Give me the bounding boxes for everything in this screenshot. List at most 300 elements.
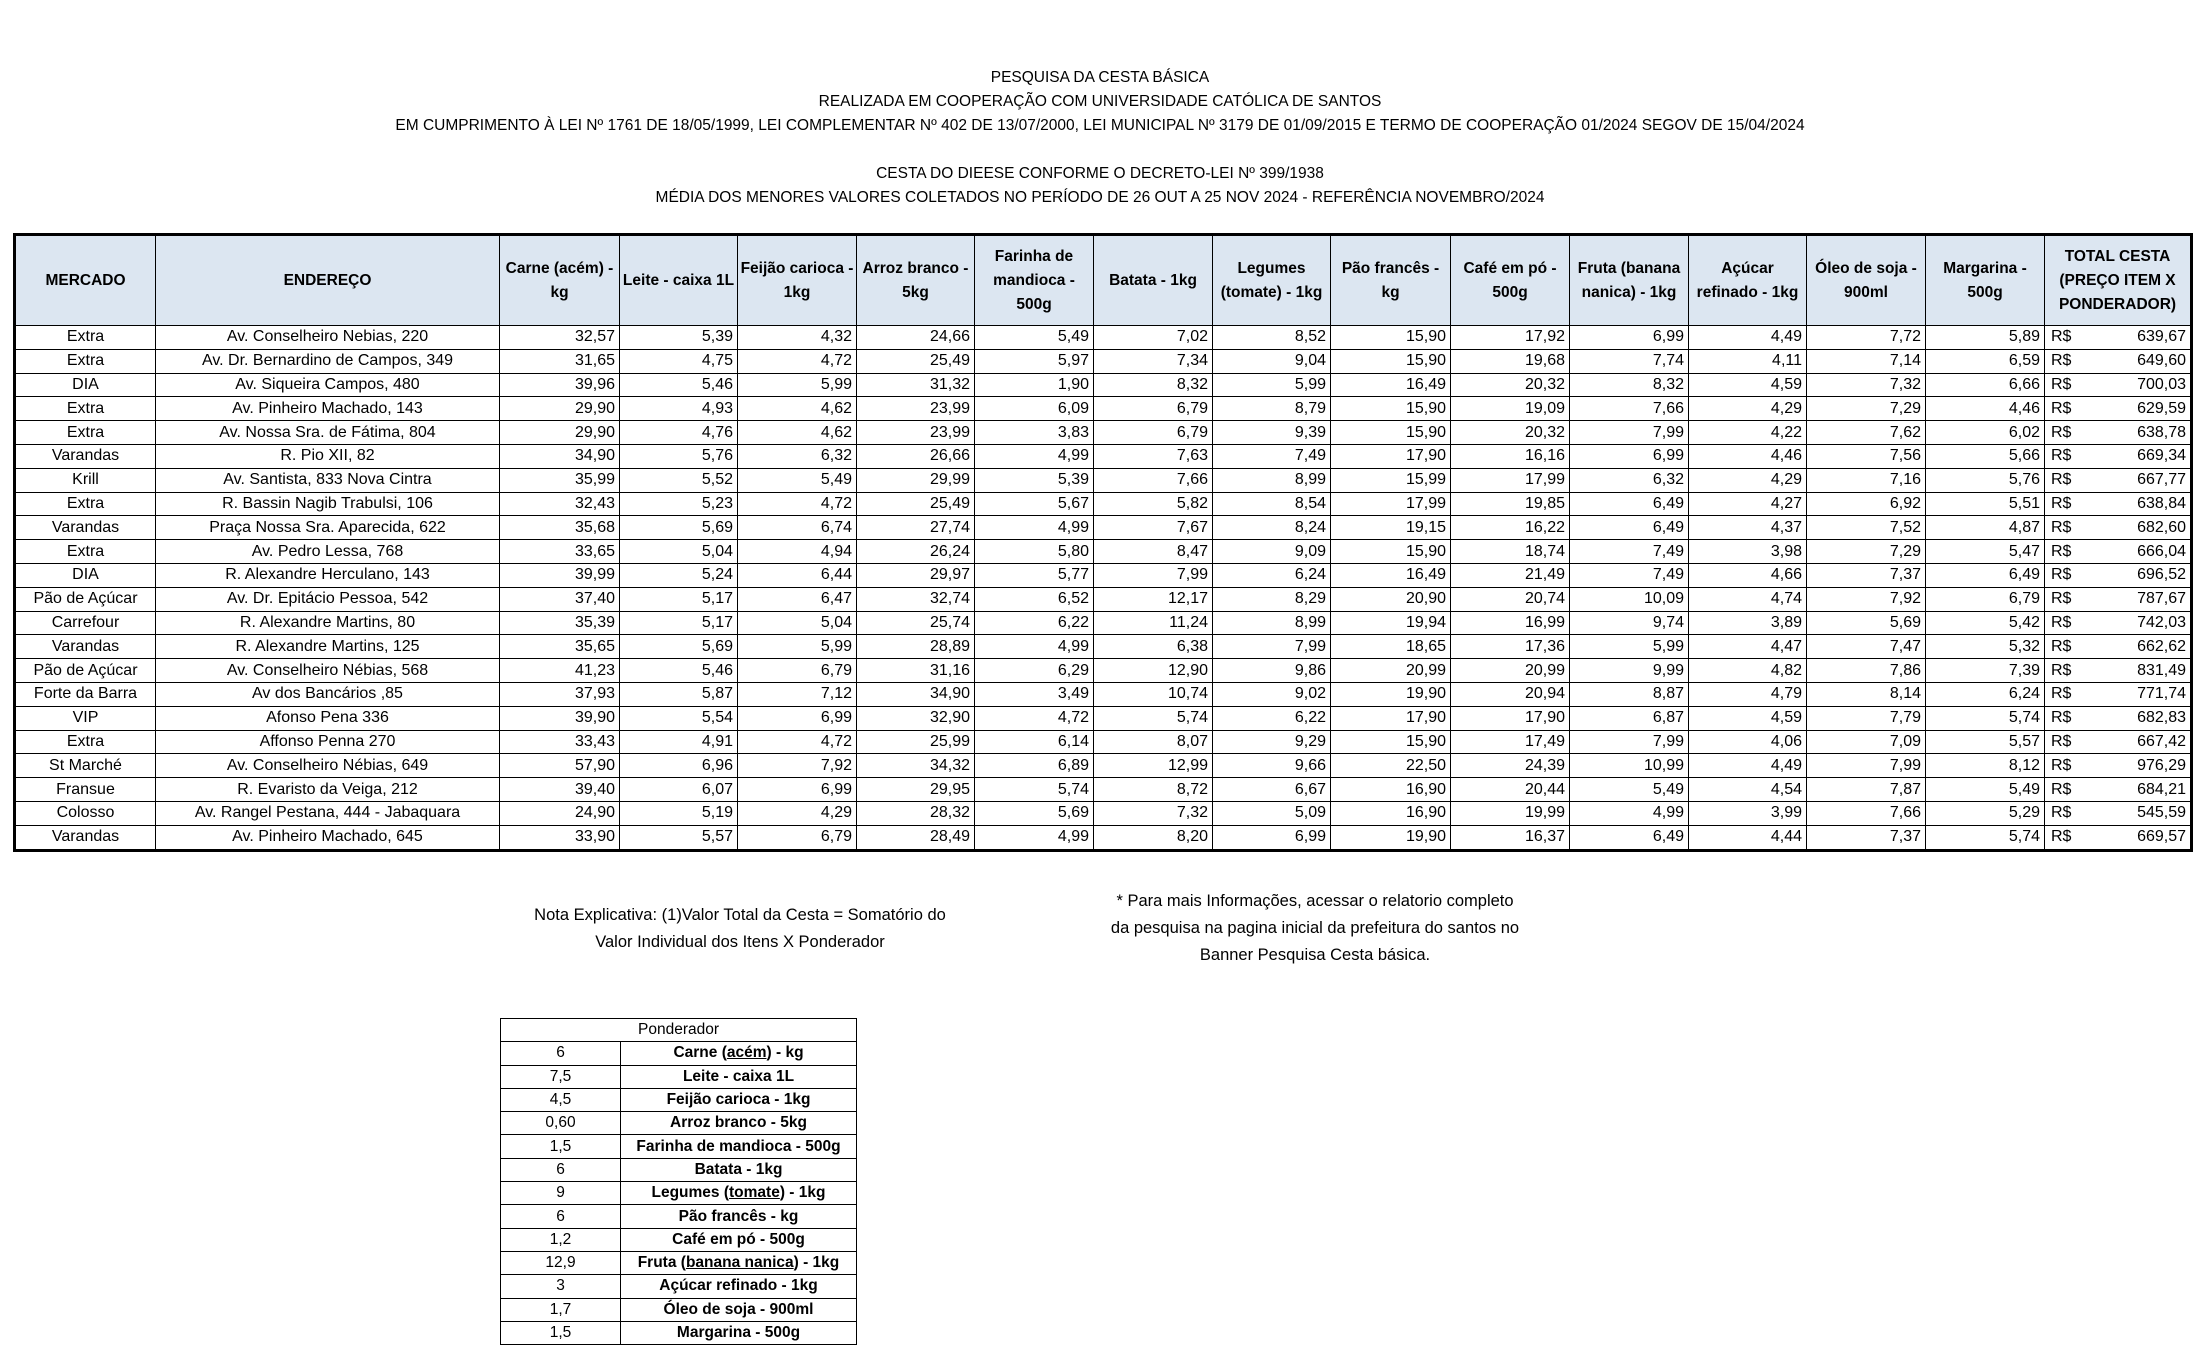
weighting-item: [621, 1182, 857, 1205]
cell-price-feijao: 4,62: [738, 421, 857, 445]
more-info-line: Banner Pesquisa Cesta básica.: [1199, 946, 1431, 964]
weighting-item: [621, 1275, 857, 1298]
cell-price-cafe: 16,99: [1451, 611, 1570, 635]
weighting-item: [621, 1065, 857, 1088]
cell-price-carne: 33,65: [500, 540, 620, 564]
weighting-title: Ponderador: [501, 1019, 857, 1042]
cell-price-legumes: 9,02: [1213, 682, 1331, 706]
col-header-pao: Pão francês - kg: [1331, 235, 1451, 326]
cell-price-leite: 5,17: [620, 587, 738, 611]
cell-price-cafe: 20,94: [1451, 682, 1570, 706]
cell-price-acucar: 4,49: [1689, 754, 1807, 778]
cell-price-acucar: 4,29: [1689, 468, 1807, 492]
weighting-value: 6: [501, 1205, 621, 1228]
cell-endereco: Av. Conselheiro Nebias, 220: [156, 326, 500, 350]
weighting-item-text: ) - 1kg: [793, 1254, 840, 1272]
cell-price-pao: 20,90: [1331, 587, 1451, 611]
cell-price-acucar: 4,37: [1689, 516, 1807, 540]
cell-price-cafe: 17,36: [1451, 635, 1570, 659]
weighting-item-text: Açúcar refinado - 1kg: [659, 1277, 818, 1295]
cell-price-carne: 33,90: [500, 825, 620, 850]
weighting-item: [621, 1298, 857, 1321]
cell-price-acucar: 4,74: [1689, 587, 1807, 611]
cell-price-farinha: 4,99: [975, 516, 1094, 540]
cell-price-feijao: 4,72: [738, 349, 857, 373]
cell-price-batata: 10,74: [1094, 682, 1213, 706]
cell-price-oleo: 7,99: [1807, 754, 1926, 778]
cell-price-batata: 8,32: [1094, 373, 1213, 397]
cell-price-leite: 5,69: [620, 635, 738, 659]
cell-endereco: Affonso Penna 270: [156, 730, 500, 754]
weighting-item-text: Carne (: [673, 1044, 727, 1062]
cell-price-arroz: 25,49: [857, 349, 975, 373]
cell-mercado: VIP: [15, 706, 156, 730]
cell-total: 667,42: [2083, 730, 2192, 754]
cell-price-oleo: 7,52: [1807, 516, 1926, 540]
cell-price-batata: 7,02: [1094, 326, 1213, 350]
cell-price-pao: 17,90: [1331, 706, 1451, 730]
cell-price-feijao: 5,49: [738, 468, 857, 492]
table-row: [15, 801, 2192, 825]
cell-currency: R$: [2045, 801, 2083, 825]
cell-mercado: DIA: [15, 563, 156, 587]
cell-price-farinha: 6,52: [975, 587, 1094, 611]
cell-mercado: Pão de Açúcar: [15, 659, 156, 683]
cell-price-feijao: 7,12: [738, 682, 857, 706]
cell-price-legumes: 8,99: [1213, 468, 1331, 492]
cell-price-batata: 7,34: [1094, 349, 1213, 373]
cell-endereco: Av. Pedro Lessa, 768: [156, 540, 500, 564]
cell-price-farinha: 3,49: [975, 682, 1094, 706]
cell-price-feijao: 4,72: [738, 492, 857, 516]
cell-total: 682,60: [2083, 516, 2192, 540]
weighting-value: 7,5: [501, 1065, 621, 1088]
cell-mercado: Varandas: [15, 825, 156, 850]
cell-currency: R$: [2045, 563, 2083, 587]
cell-price-feijao: 5,99: [738, 373, 857, 397]
cell-price-arroz: 24,66: [857, 326, 975, 350]
cell-endereco: Av. Siqueira Campos, 480: [156, 373, 500, 397]
cell-total: 831,49: [2083, 659, 2192, 683]
cell-total: 682,83: [2083, 706, 2192, 730]
cell-price-pao: 15,90: [1331, 397, 1451, 421]
weighting-row: [501, 1275, 857, 1298]
explanatory-note-line: Valor Individual dos Itens X Ponderador: [595, 933, 885, 951]
cell-price-carne: 37,40: [500, 587, 620, 611]
cell-price-carne: 39,40: [500, 778, 620, 802]
weighting-item-text: Café em pó - 500g: [672, 1230, 805, 1248]
weighting-row: [501, 1088, 857, 1111]
cell-price-margarina: 5,29: [1926, 801, 2045, 825]
cell-total: 638,84: [2083, 492, 2192, 516]
cell-price-arroz: 26,66: [857, 444, 975, 468]
cell-endereco: Av. Rangel Pestana, 444 - Jabaquara: [156, 801, 500, 825]
cell-price-acucar: 4,29: [1689, 397, 1807, 421]
table-row: [15, 587, 2192, 611]
weighting-row: [501, 1251, 857, 1274]
col-header-arroz: Arroz branco - 5kg: [857, 235, 975, 326]
cell-price-farinha: 5,49: [975, 326, 1094, 350]
weighting-item-text: Óleo de soja - 900ml: [663, 1300, 814, 1318]
table-row: [15, 682, 2192, 706]
cell-price-pao: 17,99: [1331, 492, 1451, 516]
cell-mercado: Extra: [15, 730, 156, 754]
weighting-item-text: Legumes (: [651, 1184, 730, 1202]
cell-currency: R$: [2045, 540, 2083, 564]
cell-price-carne: 39,90: [500, 706, 620, 730]
table-row: [15, 730, 2192, 754]
cell-price-batata: 7,66: [1094, 468, 1213, 492]
explanatory-note-line: Nota Explicativa: (1)Valor Total da Cesta = Somatório do: [534, 906, 946, 924]
cell-endereco: R. Pio XII, 82: [156, 444, 500, 468]
cell-price-leite: 5,57: [620, 825, 738, 850]
cell-endereco: Praça Nossa Sra. Aparecida, 622: [156, 516, 500, 540]
cell-price-batata: 6,79: [1094, 397, 1213, 421]
table-row: [15, 326, 2192, 350]
cell-price-farinha: 5,69: [975, 801, 1094, 825]
cell-price-margarina: 4,87: [1926, 516, 2045, 540]
cell-price-pao: 19,15: [1331, 516, 1451, 540]
weighting-item-text: Margarina - 500g: [676, 1324, 801, 1341]
cell-currency: R$: [2045, 706, 2083, 730]
weighting-value: 6: [501, 1158, 621, 1181]
table-row: [15, 540, 2192, 564]
cell-price-leite: 5,04: [620, 540, 738, 564]
cell-price-oleo: 7,32: [1807, 373, 1926, 397]
cell-price-fruta: 6,49: [1570, 825, 1689, 850]
cell-mercado: Extra: [15, 540, 156, 564]
cell-price-acucar: 4,44: [1689, 825, 1807, 850]
cell-price-legumes: 6,99: [1213, 825, 1331, 850]
cell-price-oleo: 7,37: [1807, 825, 1926, 850]
table-row: [15, 444, 2192, 468]
cell-price-cafe: 16,22: [1451, 516, 1570, 540]
cell-price-fruta: 7,99: [1570, 421, 1689, 445]
cell-price-margarina: 5,89: [1926, 326, 2045, 350]
col-header-leite: Leite - caixa 1L: [620, 235, 738, 326]
cell-price-feijao: 6,47: [738, 587, 857, 611]
cell-price-acucar: 4,49: [1689, 326, 1807, 350]
col-header-total: TOTAL CESTA (PREÇO ITEM X PONDERADOR): [2045, 235, 2192, 326]
cell-price-cafe: 19,85: [1451, 492, 1570, 516]
weighting-value: 4,5: [501, 1088, 621, 1111]
col-header-farinha: Farinha de mandioca - 500g: [975, 235, 1094, 326]
cell-price-acucar: 3,98: [1689, 540, 1807, 564]
weighting-row: [501, 1205, 857, 1228]
cell-price-oleo: 6,92: [1807, 492, 1926, 516]
cell-endereco: Av. Pinheiro Machado, 645: [156, 825, 500, 850]
cell-price-oleo: 7,66: [1807, 801, 1926, 825]
cell-price-batata: 11,24: [1094, 611, 1213, 635]
weighting-item-text: Fruta (: [637, 1254, 686, 1272]
cell-price-pao: 22,50: [1331, 754, 1451, 778]
cell-price-acucar: 4,06: [1689, 730, 1807, 754]
cell-mercado: Extra: [15, 397, 156, 421]
cell-price-feijao: 6,79: [738, 825, 857, 850]
weighting-row: [501, 1158, 857, 1181]
cell-price-margarina: 4,46: [1926, 397, 2045, 421]
cell-price-fruta: 7,74: [1570, 349, 1689, 373]
cell-price-feijao: 4,72: [738, 730, 857, 754]
cell-currency: R$: [2045, 373, 2083, 397]
cell-price-cafe: 20,32: [1451, 373, 1570, 397]
cell-price-leite: 5,19: [620, 801, 738, 825]
cell-price-cafe: 16,37: [1451, 825, 1570, 850]
cell-price-carne: 39,96: [500, 373, 620, 397]
weighting-item: [621, 1205, 857, 1228]
table-row: [15, 397, 2192, 421]
cell-price-batata: 7,99: [1094, 563, 1213, 587]
cell-price-fruta: 8,32: [1570, 373, 1689, 397]
cell-price-margarina: 6,02: [1926, 421, 2045, 445]
cell-price-legumes: 9,09: [1213, 540, 1331, 564]
weighting-item-text: Leite - caixa 1L: [682, 1067, 795, 1085]
cell-price-farinha: 6,89: [975, 754, 1094, 778]
cell-total: 545,59: [2083, 801, 2192, 825]
table-row: [15, 468, 2192, 492]
cell-price-oleo: 7,29: [1807, 540, 1926, 564]
cell-price-oleo: 7,86: [1807, 659, 1926, 683]
cell-price-margarina: 6,66: [1926, 373, 2045, 397]
cell-endereco: Av. Dr. Epitácio Pessoa, 542: [156, 587, 500, 611]
cell-price-legumes: 8,54: [1213, 492, 1331, 516]
cell-price-cafe: 17,99: [1451, 468, 1570, 492]
cell-price-feijao: 6,74: [738, 516, 857, 540]
cell-price-acucar: 4,82: [1689, 659, 1807, 683]
cell-price-pao: 19,90: [1331, 682, 1451, 706]
col-header-margarina: Margarina - 500g: [1926, 235, 2045, 326]
cell-price-feijao: 6,99: [738, 778, 857, 802]
cell-price-fruta: 6,49: [1570, 492, 1689, 516]
cell-total: 638,78: [2083, 421, 2192, 445]
table-row: [15, 778, 2192, 802]
table-row: [15, 421, 2192, 445]
cell-price-batata: 12,90: [1094, 659, 1213, 683]
cell-currency: R$: [2045, 421, 2083, 445]
cell-endereco: Av. Conselheiro Nébias, 649: [156, 754, 500, 778]
cell-price-oleo: 7,09: [1807, 730, 1926, 754]
cell-price-carne: 29,90: [500, 397, 620, 421]
more-info-line: da pesquisa na pagina inicial da prefeitura do santos no: [1110, 919, 1520, 937]
table-row: [15, 563, 2192, 587]
cell-price-arroz: 27,74: [857, 516, 975, 540]
cell-price-batata: 12,99: [1094, 754, 1213, 778]
cell-price-pao: 16,49: [1331, 373, 1451, 397]
cell-price-fruta: 7,49: [1570, 563, 1689, 587]
cell-price-carne: 29,90: [500, 421, 620, 445]
cell-price-carne: 37,93: [500, 682, 620, 706]
cell-price-legumes: 9,04: [1213, 349, 1331, 373]
cell-price-carne: 24,90: [500, 801, 620, 825]
cell-price-legumes: 8,24: [1213, 516, 1331, 540]
cell-mercado: St Marché: [15, 754, 156, 778]
cell-price-cafe: 17,92: [1451, 326, 1570, 350]
cell-price-oleo: 7,29: [1807, 397, 1926, 421]
cell-price-cafe: 19,68: [1451, 349, 1570, 373]
cell-price-legumes: 7,49: [1213, 444, 1331, 468]
weighting-item: [621, 1042, 857, 1065]
col-header-mercado: MERCADO: [15, 235, 156, 326]
cell-price-farinha: 3,83: [975, 421, 1094, 445]
cell-price-leite: 5,76: [620, 444, 738, 468]
cell-price-fruta: 9,99: [1570, 659, 1689, 683]
cell-endereco: R. Alexandre Martins, 80: [156, 611, 500, 635]
cell-price-carne: 35,65: [500, 635, 620, 659]
report-subtitle: REALIZADA EM COOPERAÇÃO COM UNIVERSIDADE CATÓLICA DE SANTOS: [818, 93, 1382, 110]
cell-endereco: Av. Pinheiro Machado, 143: [156, 397, 500, 421]
cell-price-fruta: 6,99: [1570, 326, 1689, 350]
cell-mercado: Varandas: [15, 444, 156, 468]
cell-price-arroz: 29,95: [857, 778, 975, 802]
cell-currency: R$: [2045, 516, 2083, 540]
weighting-row: [501, 1228, 857, 1251]
table-row: [15, 611, 2192, 635]
cell-price-pao: 18,65: [1331, 635, 1451, 659]
weighting-value: 1,5: [501, 1135, 621, 1158]
cell-price-oleo: 7,14: [1807, 349, 1926, 373]
cell-price-farinha: 4,99: [975, 444, 1094, 468]
cell-price-farinha: 4,99: [975, 635, 1094, 659]
cell-price-fruta: 5,49: [1570, 778, 1689, 802]
cell-price-arroz: 28,89: [857, 635, 975, 659]
cell-price-leite: 5,52: [620, 468, 738, 492]
cell-total: 742,03: [2083, 611, 2192, 635]
cell-price-cafe: 19,99: [1451, 801, 1570, 825]
col-header-endereco: ENDEREÇO: [156, 235, 500, 326]
cell-price-margarina: 5,76: [1926, 468, 2045, 492]
cell-total: 696,52: [2083, 563, 2192, 587]
more-info-note: [1075, 888, 1555, 969]
cell-price-farinha: 6,09: [975, 397, 1094, 421]
cell-price-arroz: 29,99: [857, 468, 975, 492]
cell-total: 684,21: [2083, 778, 2192, 802]
cell-total: 787,67: [2083, 587, 2192, 611]
cell-price-farinha: 6,14: [975, 730, 1094, 754]
weighting-value: 1,2: [501, 1228, 621, 1251]
cell-price-farinha: 5,77: [975, 563, 1094, 587]
col-header-cafe: Café em pó - 500g: [1451, 235, 1570, 326]
cell-mercado: Pão de Açúcar: [15, 587, 156, 611]
cell-endereco: Av. Santista, 833 Nova Cintra: [156, 468, 500, 492]
cell-price-leite: 5,69: [620, 516, 738, 540]
cell-price-legumes: 8,52: [1213, 326, 1331, 350]
cell-endereco: Av. Nossa Sra. de Fátima, 804: [156, 421, 500, 445]
cell-mercado: Colosso: [15, 801, 156, 825]
cell-price-feijao: 5,04: [738, 611, 857, 635]
cell-mercado: Extra: [15, 349, 156, 373]
table-row: [15, 516, 2192, 540]
weighting-item: [621, 1321, 857, 1344]
weighting-row: [501, 1298, 857, 1321]
cell-price-leite: 5,46: [620, 373, 738, 397]
cell-price-oleo: 7,62: [1807, 421, 1926, 445]
table-row: [15, 349, 2192, 373]
cell-price-fruta: 6,99: [1570, 444, 1689, 468]
cell-price-arroz: 25,49: [857, 492, 975, 516]
cell-total: 666,04: [2083, 540, 2192, 564]
weighting-table: [500, 1018, 857, 1345]
cell-endereco: R. Evaristo da Veiga, 212: [156, 778, 500, 802]
cell-price-acucar: 3,89: [1689, 611, 1807, 635]
cell-price-margarina: 5,47: [1926, 540, 2045, 564]
cell-price-pao: 16,90: [1331, 801, 1451, 825]
cell-endereco: R. Alexandre Herculano, 143: [156, 563, 500, 587]
cell-price-oleo: 7,92: [1807, 587, 1926, 611]
weighting-item-text: ) - kg: [766, 1044, 804, 1062]
cell-price-arroz: 34,90: [857, 682, 975, 706]
cell-price-oleo: 7,37: [1807, 563, 1926, 587]
cell-price-batata: 8,47: [1094, 540, 1213, 564]
cell-price-margarina: 6,59: [1926, 349, 2045, 373]
cell-mercado: DIA: [15, 373, 156, 397]
price-table: [13, 233, 2193, 852]
weighting-value: 9: [501, 1182, 621, 1205]
table-row: [15, 635, 2192, 659]
cell-price-pao: 17,90: [1331, 444, 1451, 468]
weighting-item-text: acém: [726, 1044, 767, 1062]
cell-price-batata: 8,72: [1094, 778, 1213, 802]
cell-price-arroz: 26,24: [857, 540, 975, 564]
cell-price-pao: 15,90: [1331, 730, 1451, 754]
weighting-row: [501, 1112, 857, 1135]
cell-price-pao: 19,94: [1331, 611, 1451, 635]
cell-price-margarina: 7,39: [1926, 659, 2045, 683]
cell-total: 649,60: [2083, 349, 2192, 373]
cell-price-fruta: 10,99: [1570, 754, 1689, 778]
cell-price-farinha: 6,29: [975, 659, 1094, 683]
cell-mercado: Varandas: [15, 635, 156, 659]
col-header-carne: Carne (acém) - kg: [500, 235, 620, 326]
cell-price-acucar: 4,46: [1689, 444, 1807, 468]
cell-endereco: Afonso Pena 336: [156, 706, 500, 730]
cell-currency: R$: [2045, 587, 2083, 611]
cell-currency: R$: [2045, 635, 2083, 659]
table-row: [15, 825, 2192, 850]
col-header-acucar: Açúcar refinado - 1kg: [1689, 235, 1807, 326]
cell-price-carne: 32,57: [500, 326, 620, 350]
cell-price-fruta: 7,66: [1570, 397, 1689, 421]
cell-price-pao: 15,90: [1331, 326, 1451, 350]
col-header-feijao: Feijão carioca - 1kg: [738, 235, 857, 326]
cell-currency: R$: [2045, 730, 2083, 754]
cell-price-cafe: 24,39: [1451, 754, 1570, 778]
cell-price-oleo: 7,87: [1807, 778, 1926, 802]
cell-mercado: Carrefour: [15, 611, 156, 635]
cell-price-acucar: 4,47: [1689, 635, 1807, 659]
cell-price-carne: 41,23: [500, 659, 620, 683]
cell-price-acucar: 4,11: [1689, 349, 1807, 373]
cell-price-margarina: 5,49: [1926, 778, 2045, 802]
cell-currency: R$: [2045, 468, 2083, 492]
cell-price-margarina: 5,51: [1926, 492, 2045, 516]
cell-total: 662,62: [2083, 635, 2192, 659]
cell-price-cafe: 20,74: [1451, 587, 1570, 611]
cell-price-feijao: 6,44: [738, 563, 857, 587]
cell-price-cafe: 19,09: [1451, 397, 1570, 421]
cell-price-farinha: 4,72: [975, 706, 1094, 730]
cell-price-cafe: 17,90: [1451, 706, 1570, 730]
cell-price-leite: 5,87: [620, 682, 738, 706]
cell-price-cafe: 16,16: [1451, 444, 1570, 468]
cell-price-fruta: 4,99: [1570, 801, 1689, 825]
cell-price-batata: 7,32: [1094, 801, 1213, 825]
cell-price-pao: 15,90: [1331, 421, 1451, 445]
cell-price-feijao: 6,32: [738, 444, 857, 468]
cell-price-leite: 5,23: [620, 492, 738, 516]
cell-currency: R$: [2045, 349, 2083, 373]
cell-price-pao: 20,99: [1331, 659, 1451, 683]
cell-total: 629,59: [2083, 397, 2192, 421]
